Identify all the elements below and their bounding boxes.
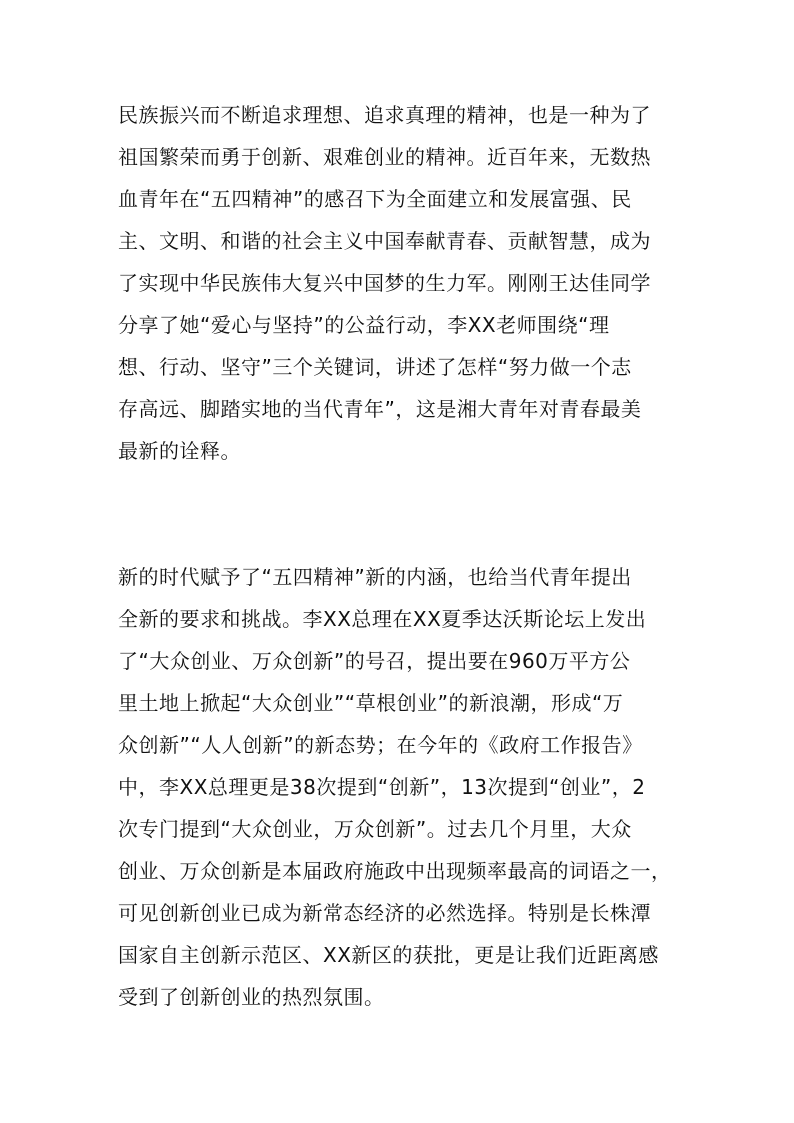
text-line: 分享了她“爱心与坚持”的公益行动，李XX老师围绕“理 [118,313,610,337]
text-line: 受到了创新创业的热烈氛围。 [118,985,385,1009]
text-line: 了“大众创业、万众创新”的号召，提出要在960万平方公 [118,649,631,673]
text-line: 中，李XX总理更是38次提到“创新”，13次提到“创业”，2 [118,775,646,799]
text-line: 新的时代赋予了“五四精神”新的内涵，也给当代青年提出 [118,565,632,589]
text-line: 众创新”“人人创新”的新态势；在今年的《政府工作报告》 [118,733,643,757]
text-line: 主、文明、和谐的社会主义中国奉献青春、贡献智慧，成为 [118,229,651,253]
text-line: 想、行动、坚守”三个关键词，讲述了怎样“努力做一个志 [118,355,632,379]
text-line: 可见创新创业已成为新常态经济的必然选择。特别是长株潭 [118,901,651,925]
text-line: 存高远、脚踏实地的当代青年”，这是湘大青年对青春最美 [118,397,642,421]
text-line: 了实现中华民族伟大复兴中国梦的生力军。刚刚王达佳同学 [118,271,651,295]
text-line: 创业、万众创新是本届政府施政中出现频率最高的词语之一， [118,859,672,883]
text-line: 次专门提到“大众创业，万众创新”。过去几个月里，大众 [118,817,632,841]
text-line: 血青年在“五四精神”的感召下为全面建立和发展富强、民 [118,187,632,211]
text-line: 全新的要求和挑战。李XX总理在XX夏季达沃斯论坛上发出 [118,607,647,631]
text-line: 里土地上掀起“大众创业”“草根创业”的新浪潮，形成“万 [118,691,624,715]
text-line: 民族振兴而不断追求理想、追求真理的精神，也是一种为了 [118,103,651,127]
text-line: 国家自主创新示范区、XX新区的获批，更是让我们近距离感 [118,943,659,967]
text-line: 最新的诠释。 [118,439,241,463]
text-line: 祖国繁荣而勇于创新、艰难创业的精神。近百年来，无数热 [118,145,651,169]
